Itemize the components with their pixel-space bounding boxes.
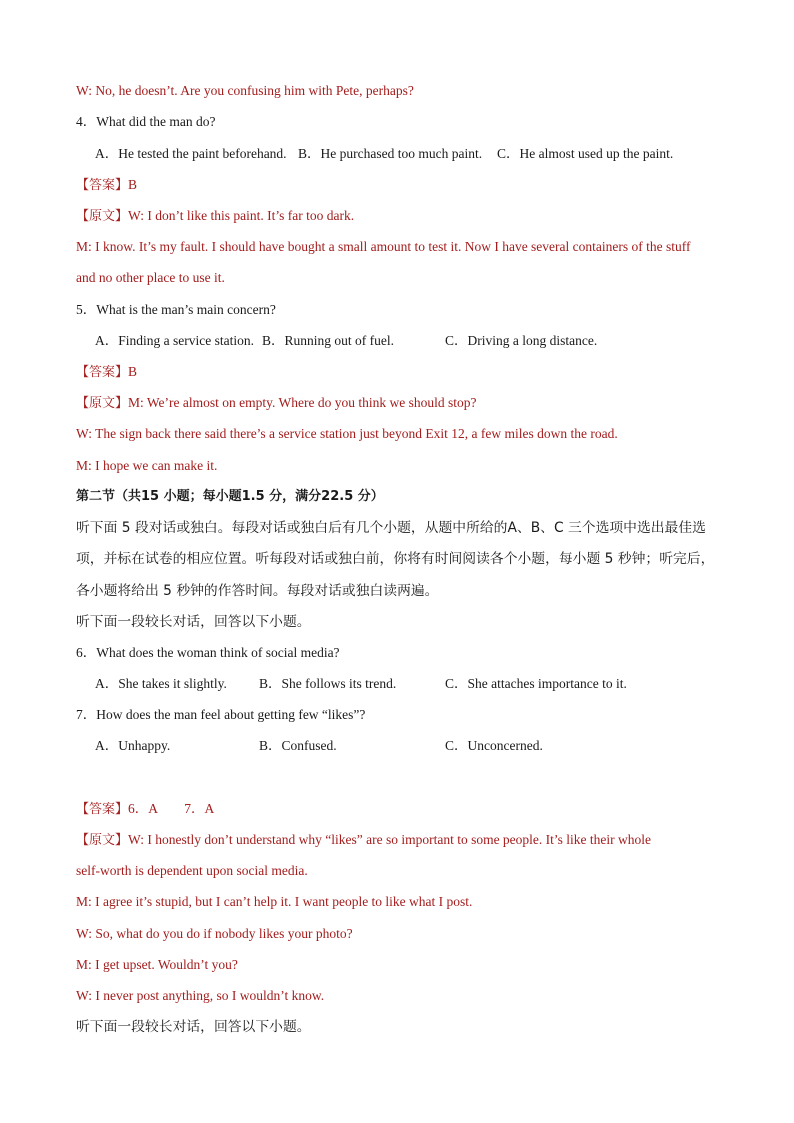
question-6-option-b: B．She follows its trend.: [259, 676, 397, 691]
transcript-line: M: We’re almost on empty. Where do you think we should stop?: [128, 395, 477, 410]
question-6-option-a: A．She takes it slightly.: [95, 676, 227, 691]
transcript-tag: 【原文】: [76, 209, 129, 224]
answer-6-7: [76, 800, 214, 819]
answer-tag: 【答案】: [76, 802, 129, 817]
question-7-option-c: C．Unconcerned.: [445, 738, 543, 753]
instructions-line: 项，并标在试卷的相应位置。听每段对话或独白前，你将有时间阅读各个小题，每小题 5 秒钟；听完后，: [76, 551, 715, 567]
question-5-option-a: A．Finding a service station.: [95, 333, 254, 348]
transcript-4: [76, 207, 354, 226]
listen-instruction: 听下面一段较长对话，回答以下小题。: [76, 614, 311, 630]
transcript-line: W: No, he doesn’t. Are you confusing him with Pete, perhaps?: [76, 83, 414, 98]
transcript-line: W: I don’t like this paint. It’s far too dark.: [128, 208, 355, 223]
transcript-line: W: The sign back there said there’s a service station just beyond Exit 12, a few miles down the road.: [76, 426, 618, 441]
transcript-line: self-worth is dependent upon social media.: [76, 863, 308, 878]
transcript-line: and no other place to use it.: [76, 270, 225, 285]
transcript-tag: 【原文】: [76, 833, 129, 848]
answer-value: B: [128, 177, 138, 192]
transcript-line: M: I know. It’s my fault. I should have bought a small amount to test it. Now I have several containers of the stuff: [76, 239, 691, 254]
transcript-line: W: I honestly don’t understand why “likes” are so important to some people. It’s like their whole: [128, 832, 652, 847]
answer-value: 6．A 7．A: [128, 801, 215, 816]
instructions-line: 各小题将给出 5 秒钟的作答时间。每段对话或独白读两遍。: [76, 583, 439, 599]
question-5-stem: 5．What is the man’s main concern?: [76, 302, 276, 317]
transcript-line: W: So, what do you do if nobody likes your photo?: [76, 926, 353, 941]
answer-tag: 【答案】: [76, 178, 129, 193]
transcript-5: [76, 394, 477, 413]
transcript-line: W: I never post anything, so I wouldn’t know.: [76, 988, 325, 1003]
listen-instruction: 听下面一段较长对话，回答以下小题。: [76, 1019, 311, 1035]
question-4-stem: 4．What did the man do?: [76, 114, 216, 129]
question-6-stem: 6．What does the woman think of social media?: [76, 645, 340, 660]
question-4-option-c: C．He almost used up the paint.: [497, 146, 674, 161]
answer-5: [76, 363, 137, 382]
instructions-line: 听下面 5 段对话或独白。每段对话或独白后有几个小题，从题中所给的A、B、C 三个选项中选出最佳选: [76, 520, 706, 536]
question-7-stem: 7．How does the man feel about getting few “likes”?: [76, 707, 366, 722]
answer-tag: 【答案】: [76, 365, 129, 380]
transcript-tag: 【原文】: [76, 396, 129, 411]
section-heading: 第二节（共15 小题；每小题1.5 分，满分22.5 分）: [76, 489, 384, 504]
question-6-option-c: C．She attaches importance to it.: [445, 676, 627, 691]
question-5-option-c: C．Driving a long distance.: [445, 333, 598, 348]
transcript-line: M: I get upset. Wouldn’t you?: [76, 957, 238, 972]
question-7-option-b: B．Confused.: [259, 738, 337, 753]
question-4-option-a: A．He tested the paint beforehand.: [95, 146, 287, 161]
transcript-6-7: [76, 831, 651, 850]
question-4-option-b: B．He purchased too much paint.: [298, 146, 483, 161]
answer-4: [76, 176, 137, 195]
question-7-option-a: A．Unhappy.: [95, 738, 171, 753]
transcript-line: M: I agree it’s stupid, but I can’t help it. I want people to like what I post.: [76, 894, 473, 909]
transcript-line: M: I hope we can make it.: [76, 458, 218, 473]
question-5-option-b: B．Running out of fuel.: [262, 333, 394, 348]
answer-value: B: [128, 364, 138, 379]
